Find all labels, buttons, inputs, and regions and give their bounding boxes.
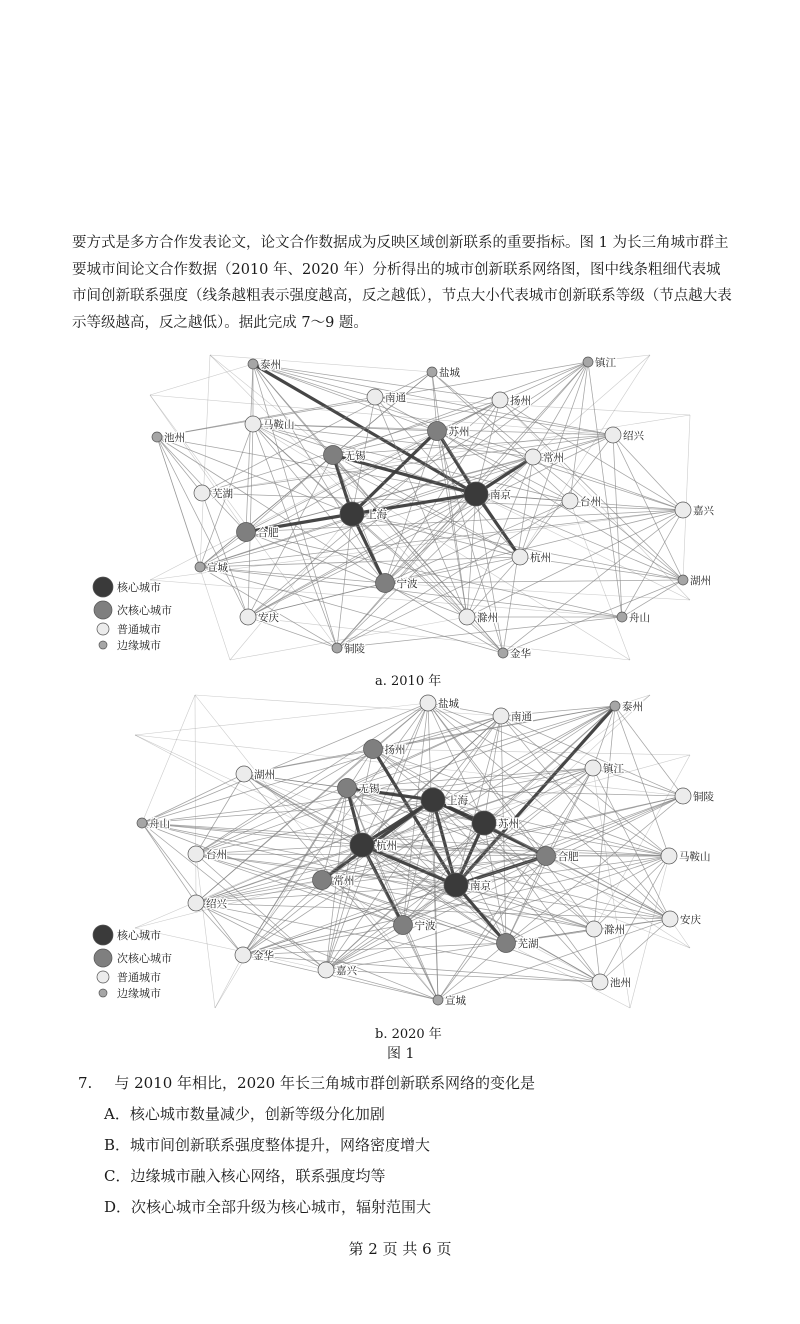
- node-label: 台州: [206, 849, 227, 861]
- node-label: 南通: [511, 711, 532, 723]
- question-number: 7.: [78, 1074, 93, 1092]
- link: [375, 397, 690, 415]
- node-label: 镇江: [595, 357, 616, 369]
- link: [196, 854, 215, 1008]
- node-edge: [195, 562, 205, 572]
- node-edge: [152, 432, 162, 442]
- legend-marker-edge: [99, 989, 107, 997]
- legend-label: 普通城市: [117, 623, 161, 636]
- link: [142, 774, 244, 823]
- node-core: [350, 833, 374, 857]
- node-label: 盐城: [438, 698, 459, 710]
- legend-label: 核心城市: [117, 581, 161, 594]
- legend-label: 次核心城市: [117, 604, 172, 617]
- node-label: 芜湖: [212, 488, 233, 500]
- link: [588, 362, 622, 617]
- legend-marker-edge: [99, 641, 107, 649]
- legend-marker-normal: [97, 623, 109, 635]
- link: [142, 823, 196, 903]
- link: [210, 355, 432, 372]
- node-sub-core: [497, 934, 516, 953]
- node-normal: [459, 609, 475, 625]
- node-label: 合肥: [557, 851, 579, 863]
- link: [135, 800, 433, 928]
- node-edge: [248, 359, 258, 369]
- link: [157, 437, 246, 532]
- caption-2020: b. 2020 年: [375, 1027, 442, 1042]
- node-edge: [427, 367, 437, 377]
- node-label: 金华: [510, 648, 531, 660]
- node-label: 池州: [164, 432, 185, 444]
- link: [196, 749, 373, 854]
- node-label: 常州: [543, 452, 564, 464]
- node-edge: [137, 818, 147, 828]
- node-normal: [562, 493, 578, 509]
- legend-label: 次核心城市: [117, 952, 172, 965]
- node-label: 嘉兴: [693, 505, 714, 517]
- node-edge: [583, 357, 593, 367]
- node-sub-core: [537, 847, 556, 866]
- node-sub-core: [324, 446, 343, 465]
- node-normal: [188, 895, 204, 911]
- node-label: 马鞍山: [263, 419, 295, 431]
- node-normal: [525, 449, 541, 465]
- link: [593, 706, 615, 768]
- node-edge: [332, 643, 342, 653]
- node-edge: [617, 612, 627, 622]
- legend-marker-normal: [97, 971, 109, 983]
- node-label: 舟山: [629, 612, 650, 624]
- node-sub-core: [237, 523, 256, 542]
- node-label: 南京: [470, 880, 491, 892]
- node-normal: [236, 766, 252, 782]
- node-label: 苏州: [498, 818, 519, 830]
- link: [157, 437, 248, 617]
- caption-2010: a. 2010 年: [375, 674, 442, 689]
- node-label: 常州: [333, 875, 355, 887]
- link: [150, 510, 683, 580]
- node-sub-core: [338, 779, 357, 798]
- node-label: 扬州: [384, 744, 406, 756]
- link: [615, 706, 683, 796]
- node-normal: [493, 708, 509, 724]
- intro-paragraph: 要方式是多方合作发表论文，论文合作数据成为反映区域创新联系的重要指标。图 1 为长三角城市群主要城市间论文合作数据（2010 年、2020 年）分析得出的城市创新联系网络图，图中线条粗细代表城市间创新联系强度（线条越粗表示强度越高，反之越低），节点大小代表城市创新联系等级（节点越大表示等级越高，反之越低）。据此完成 7～9 题。: [72, 235, 732, 331]
- link: [456, 796, 683, 885]
- legend-marker-sub-core: [94, 949, 112, 967]
- node-normal: [194, 485, 210, 501]
- link: [476, 494, 690, 600]
- figure-label: 图 1: [387, 1046, 415, 1062]
- link: [135, 735, 456, 885]
- node-normal: [235, 947, 251, 963]
- option-d: D．次核心城市全部升级为核心城市，辐射范围大: [104, 1198, 432, 1216]
- node-core: [421, 788, 445, 812]
- legend-marker-core: [93, 925, 113, 945]
- link: [476, 494, 503, 653]
- node-sub-core: [376, 574, 395, 593]
- node-sub-core: [394, 916, 413, 935]
- node-sub-core: [428, 422, 447, 441]
- legend-label: 边缘城市: [117, 639, 161, 652]
- link: [202, 435, 613, 493]
- node-normal: [605, 427, 621, 443]
- option-a: A．核心城市数量减少，创新等级分化加剧: [104, 1105, 385, 1123]
- node-normal: [367, 389, 383, 405]
- node-label: 泰州: [260, 359, 281, 371]
- link: [142, 823, 362, 845]
- node-label: 合肥: [257, 527, 279, 539]
- link: [248, 617, 630, 660]
- node-label: 无锡: [358, 783, 380, 795]
- node-label: 芜湖: [517, 938, 539, 950]
- question-7: [78, 1068, 535, 1223]
- node-label: 绍兴: [623, 430, 644, 442]
- link: [157, 437, 230, 660]
- legend-label: 核心城市: [117, 929, 161, 942]
- node-normal: [492, 392, 508, 408]
- network-2020-legend: [93, 925, 172, 1000]
- link: [150, 364, 253, 395]
- link: [385, 583, 690, 600]
- node-normal: [188, 846, 204, 862]
- node-label: 南京: [490, 489, 511, 501]
- node-label: 金华: [253, 950, 274, 962]
- legend-label: 普通城市: [117, 971, 161, 984]
- node-label: 宣城: [207, 562, 228, 574]
- node-label: 上海: [447, 795, 468, 807]
- node-label: 苏州: [448, 426, 470, 438]
- node-normal: [675, 788, 691, 804]
- node-edge: [610, 701, 620, 711]
- link: [243, 943, 506, 955]
- link: [200, 455, 333, 567]
- node-sub-core: [313, 871, 332, 890]
- link: [253, 364, 385, 583]
- node-label: 安庆: [680, 914, 701, 926]
- node-edge: [433, 995, 443, 1005]
- link: [506, 943, 630, 1008]
- node-label: 湖州: [254, 769, 275, 781]
- legend-marker-sub-core: [94, 601, 112, 619]
- node-normal: [661, 848, 677, 864]
- option-b: B．城市间创新联系强度整体提升，网络密度增大: [104, 1136, 431, 1154]
- node-label: 铜陵: [693, 791, 714, 803]
- node-core: [444, 873, 468, 897]
- node-label: 南通: [385, 392, 406, 404]
- node-label: 无锡: [344, 450, 366, 462]
- link: [333, 362, 588, 455]
- node-label: 湖州: [690, 575, 711, 587]
- link: [600, 856, 669, 982]
- option-c: C．边缘城市融入核心网络，联系强度均等: [104, 1167, 386, 1185]
- node-normal: [662, 911, 678, 927]
- node-label: 铜陵: [344, 643, 365, 655]
- link: [215, 955, 243, 1008]
- node-edge: [498, 648, 508, 658]
- node-core: [464, 482, 488, 506]
- link: [326, 925, 403, 970]
- link: [337, 557, 520, 648]
- node-label: 宣城: [445, 995, 466, 1007]
- link: [157, 437, 352, 514]
- node-label: 镇江: [603, 763, 624, 775]
- node-normal: [585, 760, 601, 776]
- node-label: 马鞍山: [679, 851, 711, 863]
- node-normal: [420, 695, 436, 711]
- node-normal: [512, 549, 528, 565]
- node-label: 池州: [610, 977, 631, 989]
- node-label: 杭州: [376, 840, 397, 852]
- node-label: 滁州: [477, 612, 498, 624]
- link: [683, 415, 690, 580]
- node-label: 嘉兴: [336, 965, 357, 977]
- node-normal: [586, 921, 602, 937]
- node-label: 台州: [580, 496, 601, 508]
- node-label: 杭州: [530, 552, 551, 564]
- node-label: 宁波: [396, 578, 418, 590]
- link: [385, 580, 683, 583]
- node-core: [340, 502, 364, 526]
- node-label: 泰州: [622, 701, 643, 713]
- node-sub-core: [364, 740, 383, 759]
- node-label: 扬州: [510, 395, 531, 407]
- node-label: 上海: [366, 509, 387, 521]
- link: [202, 493, 248, 617]
- node-label: 绍兴: [206, 898, 227, 910]
- link: [157, 437, 202, 493]
- legend-label: 边缘城市: [117, 987, 161, 1000]
- link: [243, 955, 600, 982]
- node-normal: [675, 502, 691, 518]
- network-2010-legend: [93, 577, 172, 652]
- node-edge: [678, 575, 688, 585]
- link: [195, 695, 196, 903]
- link: [373, 749, 670, 919]
- link: [501, 716, 683, 796]
- node-label: 舟山: [149, 818, 170, 830]
- question-stem: 与 2010 年相比，2020 年长三角城市群创新联系网络的变化是: [114, 1074, 535, 1092]
- link: [500, 400, 683, 580]
- node-normal: [592, 974, 608, 990]
- node-normal: [318, 962, 334, 978]
- link: [253, 364, 533, 457]
- legend-marker-core: [93, 577, 113, 597]
- node-label: 盐城: [439, 367, 460, 379]
- node-label: 宁波: [414, 920, 436, 932]
- page-footer: 第 2 页 共 6 页: [348, 1240, 452, 1258]
- node-core: [472, 811, 496, 835]
- link: [244, 706, 615, 774]
- link: [200, 355, 210, 567]
- node-normal: [245, 416, 261, 432]
- node-normal: [240, 609, 256, 625]
- node-label: 安庆: [258, 612, 279, 624]
- network-2010-edges: [150, 355, 690, 660]
- link: [150, 395, 246, 532]
- node-label: 滁州: [604, 924, 625, 936]
